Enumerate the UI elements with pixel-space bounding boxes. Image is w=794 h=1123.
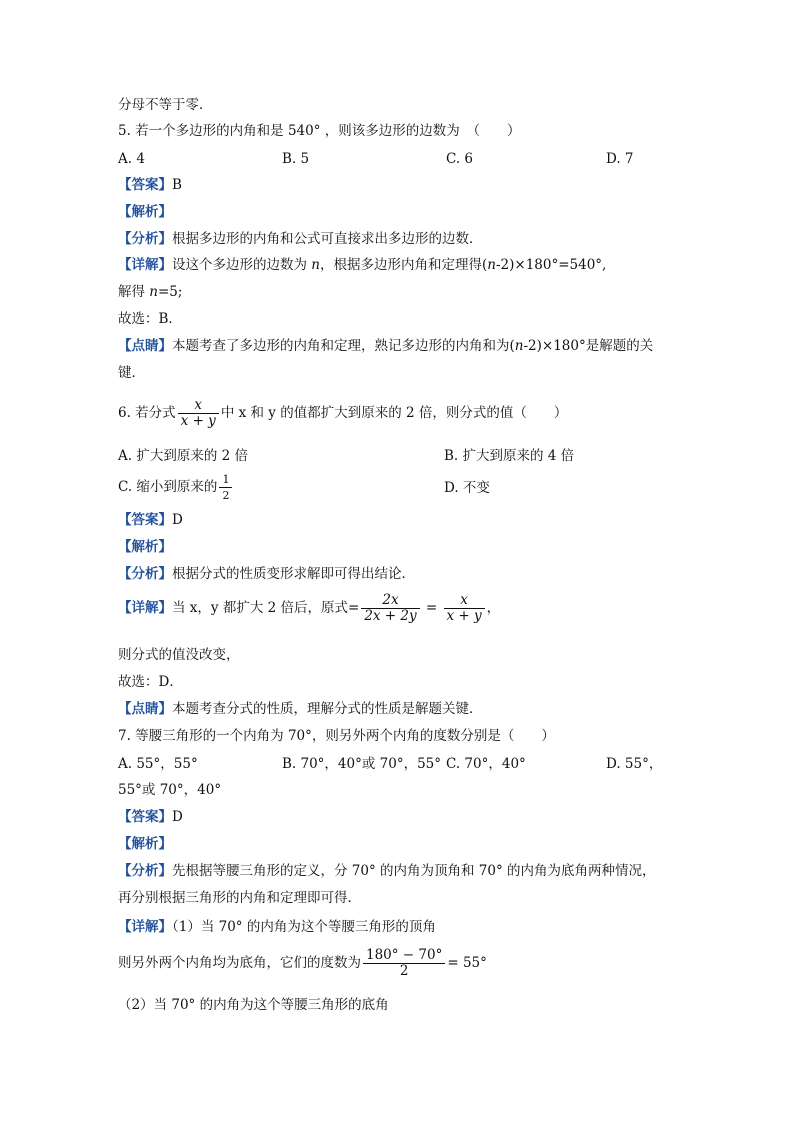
detail-text: -2)×180°=540°, (495, 257, 607, 273)
text-line: 键． (118, 365, 145, 381)
detail-text: 设这个多边形的边数为 (172, 257, 307, 273)
option-d: D. 不变 (444, 480, 490, 496)
denominator: x + y (178, 413, 219, 429)
comment-text: 本题考查了多边形的内角和定理，熟记多边形的内角和为( (172, 338, 515, 354)
jiede-text: 解得 (118, 284, 145, 300)
text-line: （2）当 70° 的内角为这个等腰三角形的底角 (118, 997, 389, 1013)
comment-text: -2)×180°是解题的关 (523, 338, 654, 354)
analysis-line (118, 230, 483, 248)
detail-text: 则另外两个内角均为底角，它们的度数为 (118, 955, 361, 971)
question-5: 5. 若一个多边形的内角和是 540° ，则该多边形的边数为 （ ） (118, 123, 521, 139)
jiexi-tag (118, 835, 172, 853)
text-line: 则分式的值没改变， (118, 647, 240, 663)
answer-line (118, 176, 182, 194)
question-6 (118, 398, 567, 429)
option-d: D. 7 (606, 151, 634, 167)
fenxi-tag: 【分析】 (118, 566, 172, 582)
answer-tag: 【答案】 (118, 512, 172, 528)
denominator: 2 (219, 487, 232, 503)
comment-line (118, 337, 653, 355)
option-a: A. 55°，55° (118, 756, 198, 772)
q6-post: 中 x 和 y 的值都扩大到原来的 2 倍，则分式的值（ ） (220, 405, 568, 421)
detail-line (118, 918, 436, 936)
var-n: n (311, 257, 320, 273)
n-value: =5; (158, 284, 183, 300)
text-line (118, 943, 487, 983)
denominator: 2x + 2y (361, 608, 419, 624)
answer-line (118, 808, 183, 826)
detail-line (118, 256, 606, 274)
text-line: 故选：B． (118, 311, 182, 327)
option-c (118, 472, 234, 503)
option-c: C. 6 (446, 151, 474, 167)
var-n: n (149, 284, 158, 300)
answer-value: D (172, 809, 183, 825)
result-text: = 55° (447, 955, 487, 971)
jiexi-tag (118, 538, 172, 556)
text-line: 故选：D． (118, 674, 183, 690)
xiangjie-tag: 【详解】 (118, 919, 172, 935)
fraction (361, 593, 419, 624)
analysis-line (118, 565, 415, 583)
fraction (444, 593, 485, 624)
detail-text: （1）当 70° 的内角为这个等腰三角形的顶角 (172, 919, 436, 935)
answer-tag: 【答案】 (118, 177, 172, 193)
numerator: x (460, 592, 468, 608)
numerator: 2x (382, 592, 399, 608)
detail-text: ， (486, 600, 501, 616)
answer-value: D (172, 512, 183, 528)
answer-tag: 【答案】 (118, 809, 172, 825)
fraction (363, 948, 445, 979)
denominator: x + y (444, 608, 485, 624)
option-d: D. 55°， (606, 756, 663, 772)
comment-line (118, 700, 483, 718)
numerator: 1 (222, 473, 230, 486)
var-n: n (514, 338, 524, 354)
jiexi-label: 【解析】 (118, 204, 172, 220)
fenxi-tag: 【分析】 (118, 863, 172, 879)
text-line (118, 283, 182, 301)
detail-text: 当 x，y 都扩大 2 倍后，原式= (172, 600, 360, 616)
var-n: n (487, 257, 496, 273)
numerator: x (194, 397, 203, 413)
option-c-text: C. 缩小到原来的 (118, 479, 218, 495)
option-a: A. 4 (118, 151, 145, 167)
detail-line: 【详解】当 x，y 都扩大 2 倍后，原式= $\frac{2x}{2x + 2y}$ = $\frac{x}{x + y}$ ， (118, 592, 501, 624)
option-a: A. 扩大到原来的 2 倍 (118, 448, 249, 464)
analysis-text: 根据分式的性质变形求解即可得出结论． (172, 566, 415, 582)
q6-pre: 6. 若分式 (118, 405, 176, 421)
analysis-line (118, 862, 656, 880)
text-line: 再分别根据三角形的内角和定理即可得． (118, 890, 361, 906)
option-d-continued: 55°或 70°，40° (118, 782, 222, 798)
option-b: B. 5 (282, 151, 310, 167)
answer-value: B (172, 177, 182, 193)
jiexi-label: 【解析】 (118, 539, 172, 555)
comment-text: 本题考查分式的性质，理解分式的性质是解题关键． (172, 701, 483, 717)
detail-text: ，根据多边形内角和定理得( (320, 257, 488, 273)
dianjing-tag: 【点睛】 (118, 701, 172, 717)
answer-line (118, 511, 183, 529)
dianjing-tag: 【点睛】 (118, 338, 172, 354)
xiangjie-tag: 【详解】 (118, 600, 172, 616)
denominator: 2 (363, 963, 445, 979)
analysis-text: 根据多边形的内角和公式可直接求出多边形的边数． (172, 231, 483, 247)
fenxi-tag: 【分析】 (118, 231, 172, 247)
question-7: 7. 等腰三角形的一个内角为 70°，则另外两个内角的度数分别是（ ） (118, 728, 555, 744)
option-b: B. 70°，40°或 70°，55° (282, 756, 442, 772)
numerator: 180° − 70° (366, 947, 443, 963)
fraction (178, 398, 219, 429)
option-b: B. 扩大到原来的 4 倍 (444, 448, 575, 464)
analysis-text: 先根据等腰三角形的定义，分 70° 的内角为顶角和 70° 的内角为底角两种情况， (172, 863, 656, 879)
jiexi-tag (118, 203, 172, 221)
jiexi-label: 【解析】 (118, 836, 172, 852)
fraction-half (219, 472, 232, 503)
option-c: C. 70°，40° (446, 756, 526, 772)
text-line: 分母不等于零． (118, 97, 213, 113)
xiangjie-tag: 【详解】 (118, 257, 172, 273)
